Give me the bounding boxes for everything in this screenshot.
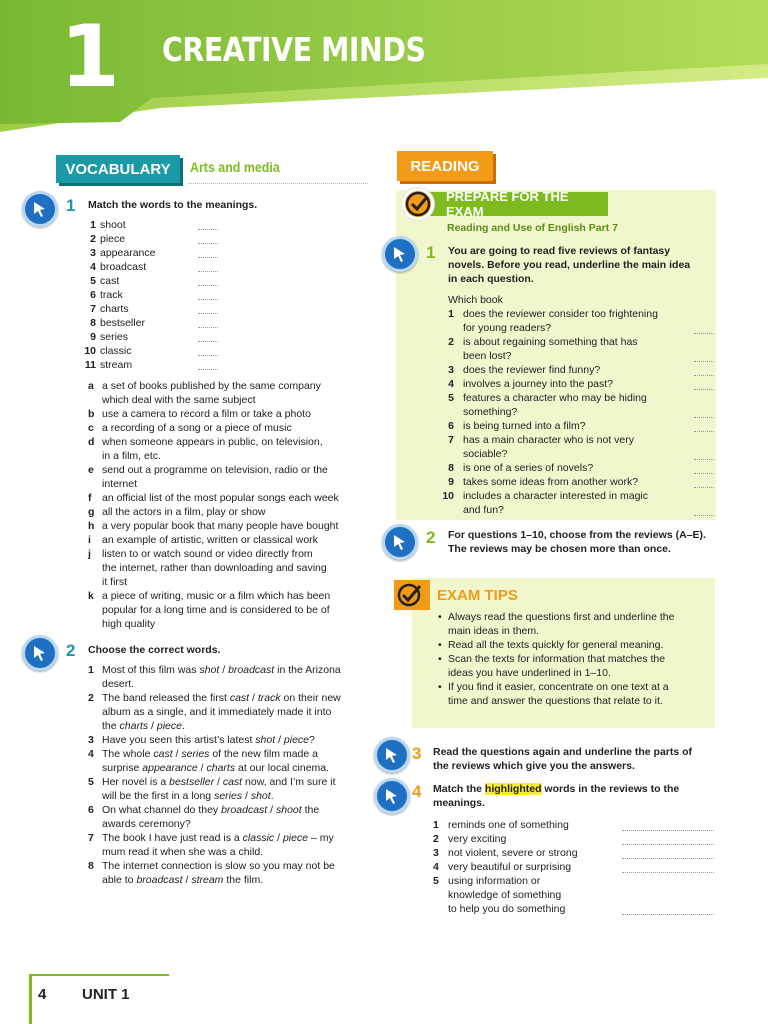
- item-text: something?: [463, 406, 518, 418]
- item-text: The whole cast / series of the new film made a: [102, 748, 318, 760]
- item-text: to help you do something: [448, 903, 566, 915]
- bullet: •: [438, 653, 442, 665]
- item-text: includes a character interested in magic: [463, 490, 649, 502]
- answer-line: [198, 271, 218, 272]
- item-text: desert.: [102, 678, 135, 690]
- item-number: 7: [448, 434, 454, 446]
- item-number: 10: [84, 345, 96, 357]
- answer-line: [198, 285, 218, 286]
- item-number: 2: [90, 233, 96, 245]
- item-text: in a film, etc.: [102, 450, 161, 462]
- instruction-line: novels. Before you read, underline the main idea: [448, 259, 691, 271]
- item-number: 5: [90, 275, 96, 287]
- item-text: will be the first in a long series / shot.: [102, 790, 274, 802]
- unit-title: CREATIVE MINDS: [162, 30, 426, 69]
- exam-tips-heading: EXAM TIPS: [437, 587, 518, 604]
- item-text: send out a programme on television, radio or the: [102, 464, 328, 476]
- answer-line: [198, 341, 218, 342]
- item-text: it first: [102, 576, 128, 588]
- item-text: has a main character who is not very: [463, 434, 634, 446]
- instruction-line: You are going to read five reviews of fantasy: [448, 245, 671, 257]
- item-number: 5: [88, 776, 94, 788]
- footer-unit: UNIT 1: [82, 986, 130, 1003]
- item-number: 6: [90, 289, 96, 301]
- item-text: album as a single, and it immediately made it into: [102, 706, 332, 718]
- instruction-line: in each question.: [448, 273, 534, 285]
- item-text: is being turned into a film?: [463, 420, 586, 432]
- answer-line: [198, 327, 218, 328]
- item-text: awards ceremony?: [102, 818, 191, 830]
- item-text: stream: [100, 359, 133, 371]
- item-text: The band released the first cast / track on their new: [102, 692, 341, 704]
- highlighted-word: highlighted: [484, 783, 542, 795]
- item-text: does the reviewer consider too frightening: [463, 308, 658, 320]
- item-number: 1: [433, 819, 439, 831]
- item-text: which deal with the same subject: [102, 394, 256, 406]
- reading-tab: READING: [397, 151, 493, 181]
- answer-line: [622, 830, 714, 831]
- item-number: 3: [433, 847, 439, 859]
- item-number: 9: [90, 331, 96, 343]
- item-text: involves a journey into the past?: [463, 378, 614, 390]
- item-number: 1: [88, 664, 94, 676]
- item-number: 4: [90, 261, 96, 273]
- item-text: Scan the texts for information that matches the: [448, 653, 666, 665]
- item-number: 4: [433, 861, 439, 873]
- item-text: cast: [100, 275, 120, 287]
- item-text: Most of this film was shot / broadcast in the Arizona: [102, 664, 341, 676]
- item-text: reminds one of something: [448, 819, 569, 831]
- item-text: ideas you have underlined in 1–10.: [448, 667, 611, 679]
- item-text: The internet connection is slow so you may not be: [102, 860, 335, 872]
- item-text: track: [100, 289, 123, 301]
- item-number: 1: [90, 219, 96, 231]
- answer-line: [694, 431, 714, 432]
- instruction-line: For questions 1–10, choose from the reviews (A–E).: [448, 529, 706, 541]
- exercise-number: 1: [66, 196, 76, 215]
- item-number: 2: [88, 692, 94, 704]
- item-text: an official list of the most popular songs each week: [102, 492, 339, 504]
- item-number: 10: [442, 490, 454, 502]
- cursor-icon: [374, 737, 410, 773]
- item-text: for young readers?: [463, 322, 552, 334]
- answer-line: [198, 355, 218, 356]
- exercise-number: 1: [426, 243, 436, 262]
- answer-line: [694, 417, 714, 418]
- item-text: internet: [102, 478, 138, 490]
- answer-line: [198, 243, 218, 244]
- cursor-icon: [22, 191, 58, 227]
- prepare-heading: PREPARE FOR THE EXAM: [426, 192, 608, 216]
- answer-line: [198, 313, 218, 314]
- item-text: charts: [100, 303, 129, 315]
- footer-line: [29, 974, 169, 976]
- exercise-number: 2: [426, 528, 436, 547]
- item-letter: j: [88, 548, 91, 560]
- item-text: a very popular book that many people have bought: [102, 520, 339, 532]
- item-number: 9: [448, 476, 454, 488]
- item-number: 6: [88, 804, 94, 816]
- item-text: On what channel do they broadcast / shoot the: [102, 804, 320, 816]
- item-text: Her novel is a bestseller / cast now, and I’m sure it: [102, 776, 336, 788]
- answer-line: [694, 361, 714, 362]
- item-number: 8: [90, 317, 96, 329]
- cursor-icon: [374, 778, 410, 814]
- answer-line: [622, 914, 714, 915]
- item-text: very beautiful or surprising: [448, 861, 572, 873]
- item-text: is about regaining something that has: [463, 336, 638, 348]
- item-text: using information or: [448, 875, 541, 887]
- item-letter: i: [88, 534, 91, 546]
- item-number: 7: [90, 303, 96, 315]
- cursor-icon: [382, 236, 418, 272]
- item-text: bestseller: [100, 317, 145, 329]
- bullet: •: [438, 611, 442, 623]
- divider: [188, 183, 368, 184]
- item-letter: b: [88, 408, 95, 420]
- exercise-instruction: Match the words to the meanings.: [88, 199, 258, 211]
- item-number: 2: [433, 833, 439, 845]
- item-text: not violent, severe or strong: [448, 847, 578, 859]
- item-text: is one of a series of novels?: [463, 462, 594, 474]
- item-letter: a: [88, 380, 94, 392]
- item-text: series: [100, 331, 129, 343]
- instruction-line: Read the questions again and underline the parts of: [433, 746, 693, 758]
- item-number: 6: [448, 420, 454, 432]
- item-text: when someone appears in public, on television,: [102, 436, 323, 448]
- answer-line: [198, 369, 218, 370]
- vocabulary-subtitle: Arts and media: [190, 160, 280, 175]
- answer-line: [694, 473, 714, 474]
- unit-number: 1: [60, 7, 118, 107]
- exercise-instruction: Match the highlighted words in the reviews to the: [433, 783, 680, 795]
- item-text: does the reviewer find funny?: [463, 364, 601, 376]
- answer-line: [198, 299, 218, 300]
- exam-part: Reading and Use of English Part 7: [447, 222, 618, 234]
- cursor-icon: [382, 524, 418, 560]
- item-number: 11: [84, 359, 96, 371]
- item-text: popular for a long time and is considered to be of: [102, 604, 330, 616]
- item-letter: k: [88, 590, 94, 602]
- item-text: the internet, rather than downloading and saving: [102, 562, 327, 574]
- answer-line: [694, 375, 714, 376]
- item-number: 3: [448, 364, 454, 376]
- answer-line: [622, 858, 714, 859]
- answer-line: [694, 459, 714, 460]
- checkmark-icon: [402, 188, 434, 220]
- vocabulary-tab: VOCABULARY: [56, 155, 180, 183]
- item-text: listen to or watch sound or video directly from: [102, 548, 313, 560]
- unit-header: [0, 0, 768, 135]
- item-number: 8: [448, 462, 454, 474]
- item-letter: g: [88, 506, 95, 518]
- item-number: 1: [448, 308, 454, 320]
- item-text: If you find it easier, concentrate on one text at a: [448, 681, 669, 693]
- exercise-instruction: Choose the correct words.: [88, 644, 221, 656]
- exercise-instruction-line2: meanings.: [433, 797, 485, 809]
- item-number: 4: [88, 748, 94, 760]
- item-text: The book I have just read is a classic / piece – my: [102, 832, 334, 844]
- item-text: a recording of a song or a piece of music: [102, 422, 292, 434]
- exercise-number: 4: [412, 782, 422, 801]
- item-text: takes some ideas from another work?: [463, 476, 639, 488]
- item-text: and fun?: [463, 504, 504, 516]
- instruction-line: The reviews may be chosen more than once.: [448, 543, 671, 555]
- answer-line: [694, 389, 714, 390]
- item-text: Have you seen this artist’s latest shot / piece?: [102, 734, 315, 746]
- item-letter: h: [88, 520, 95, 532]
- answer-line: [694, 515, 714, 516]
- item-text: an example of artistic, written or classical work: [102, 534, 318, 546]
- item-text: main ideas in them.: [448, 625, 540, 637]
- item-text: a piece of writing, music or a film which has been: [102, 590, 331, 602]
- bullet: •: [438, 639, 442, 651]
- item-number: 5: [448, 392, 454, 404]
- answer-line: [694, 333, 714, 334]
- answer-line: [198, 257, 218, 258]
- item-number: 8: [88, 860, 94, 872]
- item-text: features a character who may be hiding: [463, 392, 647, 404]
- item-text: very exciting: [448, 833, 507, 845]
- item-text: classic: [100, 345, 132, 357]
- item-letter: e: [88, 464, 94, 476]
- answer-line: [622, 844, 714, 845]
- answer-line: [622, 872, 714, 873]
- item-text: the charts / piece.: [102, 720, 185, 732]
- instruction-line: the reviews which give you the answers.: [433, 760, 635, 772]
- footer-accent: [29, 974, 32, 1024]
- item-number: 3: [88, 734, 94, 746]
- item-text: surprise appearance / charts at our local cinema.: [102, 762, 330, 774]
- item-text: a set of books published by the same company: [102, 380, 321, 392]
- item-number: 3: [90, 247, 96, 259]
- item-text: use a camera to record a film or take a photo: [102, 408, 311, 420]
- item-number: 4: [448, 378, 454, 390]
- checkmark-icon: [394, 580, 430, 610]
- cursor-icon: [22, 635, 58, 671]
- item-text: shoot: [100, 219, 126, 231]
- item-text: knowledge of something: [448, 889, 562, 901]
- item-text: sociable?: [463, 448, 508, 460]
- item-text: piece: [100, 233, 126, 245]
- item-text: able to broadcast / stream the film.: [102, 874, 264, 886]
- item-text: appearance: [100, 247, 156, 259]
- item-text: broadcast: [100, 261, 147, 273]
- item-text: all the actors in a film, play or show: [102, 506, 266, 518]
- item-number: 2: [448, 336, 454, 348]
- exercise-number: 3: [412, 744, 422, 763]
- item-number: 7: [88, 832, 94, 844]
- exercise-number: 2: [66, 641, 76, 660]
- item-text: high quality: [102, 618, 156, 630]
- answer-line: [198, 229, 218, 230]
- item-letter: d: [88, 436, 95, 448]
- item-text: Always read the questions first and underline the: [448, 611, 675, 623]
- item-letter: f: [88, 492, 92, 504]
- answer-line: [694, 487, 714, 488]
- bullet: •: [438, 681, 442, 693]
- item-text: Read all the texts quickly for general meaning.: [448, 639, 664, 651]
- item-text: been lost?: [463, 350, 512, 362]
- item-text: mum read it when she was a child.: [102, 846, 264, 858]
- page-number: 4: [38, 986, 47, 1003]
- item-text: time and answer the questions that relate to it.: [448, 695, 663, 707]
- item-number: 5: [433, 875, 439, 887]
- which-book-lead: Which book: [448, 294, 503, 306]
- item-letter: c: [88, 422, 94, 434]
